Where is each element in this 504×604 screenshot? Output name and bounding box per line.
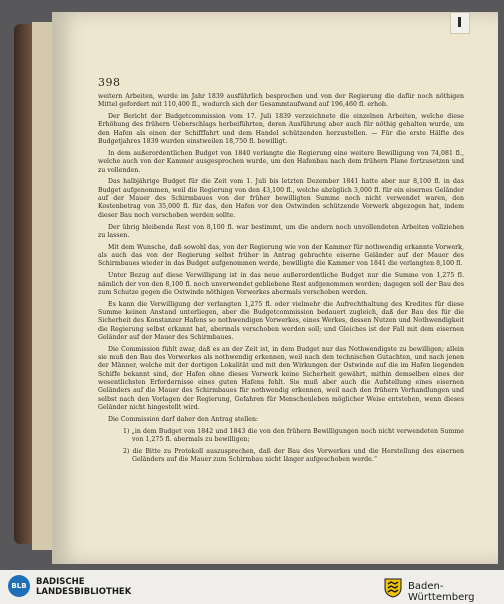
paragraph: weitern Arbeiten, wurde im Jahr 1839 ausführlich besprochen und von der Regierung die dafür noch nöthigen Mittel gefordert mit 110,400 fl., wodurch sich der Gesammtaufwand auf 196,460 fl. erhob.	[98, 93, 464, 109]
paragraph: In dem außerordentlichen Budget von 1840 verlangte die Regierung eine weitere Bewilligung von 74,081 fl., welche auch von der Kammer ausgesprochen wurde, um den Hafenbau nach dem frühern Plane fortzusetzen und zu vollenden.	[98, 149, 464, 174]
paragraph: Die Commission darf daher den Antrag stellen:	[108, 415, 259, 423]
blb-name-line2: LANDESBIBLIOTHEK	[36, 587, 132, 597]
blb-library-name[interactable]	[36, 577, 131, 597]
paragraph: Mit dem Wunsche, daß sowohl das, von der Regierung wie von der Kammer für nothwendig erkannte Vorwerk, als auch das von der Regierung selbst früher in Antrag gebrachte eiserne Geländer auf der Mauer des Schirmbaues wieder in das Budget aufgenommen werde, bewilligte die Kammer von 1841 die verlangten 8,100 fl.	[98, 243, 464, 268]
bookmark-strip	[450, 12, 470, 34]
paragraph: Die Commission fühlt zwar, daß es an der Zeit ist, in dem Budget nur das Nothwendigste zu bewilligen; allein sie muß den Bau des Vorwerkes als nothwendig erkennen, weil nach den technischen Gutachten, und nach jenen der Männer, welche mit der dortigen Lokalität und mit den Wirkungen der Ostwinde auf die im Hafen liegenden Schiffe bekannt sind, der Hafen ohne dieses Vorwerk keine Sicherheit gewährt, mithin demselben eines der wesentlichsten Erfordernisse eines guten Hafens fehlt. Sie muß aber auch die Aufstellung eines eisernen Geländers auf die Mauer des Schirmbaues für nothwendig erkennen, weil nach den frühern Verhandlungen und selbst nach den Vorlagen der Regierung, Gefahren für Menschenleben möglicher Weise entstehen, wenn dieses Geländer nicht hingestellt wird.	[98, 345, 464, 411]
page-number: 398	[98, 76, 121, 89]
footer-bar	[0, 570, 504, 604]
blb-logo[interactable]: BLB	[8, 575, 30, 597]
paragraph: Unter Bezug auf diese Verwilligung ist in das neue außerordentliche Budget nur die Summe von 1,275 fl. nämlich der von den 8,100 fl. noch unverwendet gebliebene Rest aufgenommen worden; dagegen soll der Bau des zum Schutze gegen die Ostwinde nöthigen Vorwerkes abermals verschoben werden.	[98, 272, 464, 296]
paragraph: Es kann die Verwilligung der verlangten 1,275 fl. oder vielmehr die Aufrechthaltung des Kredites für diese Summe keinen Anstand unterliegen, aber die Budgetcommission bedauert zugleich, daß der Bau des für die Sicherheit des Konstanzer Hafens so nothwendigen Vorwerkes, eines Werkes, dessen Nutzen und Nothwendigkeit die Regierung selbst erkannt hat, abermals verschoben werden soll; und Gleiches ist der Fall mit dem eisernen Geländer auf der Mauer des Schirmbaues.	[98, 300, 464, 341]
page-text	[98, 93, 464, 468]
blb-name-line1: BADISCHE	[36, 577, 85, 587]
paragraph: Der übrig bleibende Rest von 8,100 fl. war bestimmt, um die andern noch unvollendeten Arbeiten vollziehen zu lassen.	[98, 223, 464, 239]
baden-wuerttemberg-crest-icon	[382, 576, 404, 598]
paragraph: Das halbjährige Budget für die Zeit vom 1. Juli bis letzten Dezember 1841 hatte aber nur 8,100 fl. in das Budget aufgenommen, weil die Regierung von den 43,100 fl., welche abzüglich 3,000 fl. für ein eisernes Geländer auf der Mauer des Schirmbaues von der früher bewilligten Summe noch nicht verwendet waren, den Kostenbetrag von 35,000 fl. für das, den Hafen vor den Ostwinden schützende Vorwerk abgezogen hat, indem dieser Bau noch verschoben werden sollte.	[98, 178, 464, 219]
list-item: 2) die Bitte zu Protokoll auszusprechen, daß der Bau des Vorwerkes und die Herstellung des eisernen Geländers auf die Mauer zum Schirmbau nicht länger aufgeschoben werde.“	[123, 447, 464, 464]
baden-wuerttemberg-label[interactable]: Baden-Württemberg	[408, 581, 475, 603]
list-item: 1) „in dem Budget von 1842 und 1843 die von den frühern Bewilligungen noch nicht verwendeten Summe von 1,275 fl. abermals zu bewilligen;	[123, 427, 464, 443]
paragraph: Der Bericht der Budgetcommission vom 17. Juli 1839 verzeichnete die einzelnen Arbeiten, welche diese Erhöhung des frühern Ueberschlags herbeiführten, deren Ausführung aber auch für nöthig gehalten wurde, um den Hafen als einen der Schifffahrt und dem Handel schützenden herzustellen. — Für die erste Hälfte des Budgetjahres 1839 wurden einstweilen 18,750 fl. bewilligt.	[98, 113, 464, 146]
